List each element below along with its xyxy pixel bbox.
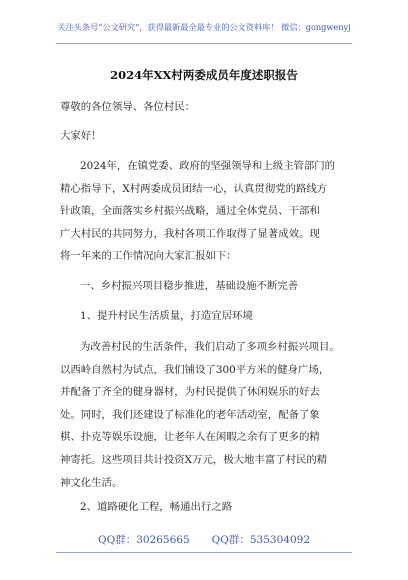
paragraph-line: 大家好！ xyxy=(60,130,102,142)
section-heading-1 xyxy=(60,275,360,298)
paragraph-line: 针政策，全面落实乡村振兴战略，通过全体党员、干部和 xyxy=(60,205,320,218)
paragraph-line: 2、道路硬化工程，畅通出行之路 xyxy=(80,501,233,513)
qq-group-2: QQ群：535304092 xyxy=(211,534,310,546)
qq-group-1: QQ群：30265665 xyxy=(97,534,190,546)
paragraph-line: 以西岭自然村为试点，我们铺设了300平方米的健身广场， xyxy=(60,363,330,376)
paragraph-line: 处。同时，我们还建设了标准化的老年活动室，配备了象 xyxy=(60,408,320,421)
header-divider xyxy=(56,43,352,44)
header-notice: 关注头条号“公文研究”，获得最新最全最专业的公文资料库！ 微信：gongwenyj xyxy=(57,22,351,32)
paragraph-line: 并配备了齐全的健身器材，为村民提供了休闲娱乐的好去 xyxy=(60,386,320,399)
paragraph-line: 1、提升村民生活质量，打造宜居环境 xyxy=(80,310,253,322)
paragraph-line: 将一年来的工作情况向大家汇报如下： xyxy=(60,250,237,263)
paragraph-salutation xyxy=(60,96,360,119)
paragraph-intro xyxy=(60,155,360,268)
paragraph-line: 广大村民的共同努力，我村各项工作取得了显著成效。现 xyxy=(60,227,320,240)
paragraph-line: 尊敬的各位领导、各位村民： xyxy=(60,101,196,113)
footer-divider xyxy=(56,552,352,553)
subsection-heading-2 xyxy=(60,496,360,519)
paragraph-line: 神文化生活。 xyxy=(60,476,123,489)
paragraph-line: 精心指导下，X村两委成员团结一心，认真贯彻党的路线方 xyxy=(60,182,328,195)
paragraph-line: 一、乡村振兴项目稳步推进，基础设施不断完善 xyxy=(80,280,299,292)
paragraph-line: 2024年，在镇党委、政府的坚强领导和上级主管部门的 xyxy=(80,160,336,172)
paragraph-body xyxy=(60,336,360,494)
paragraph-line: 棋、扑克等娱乐设施，让老年人在闲暇之余有了更多的精 xyxy=(60,431,320,444)
footer-qq-groups xyxy=(0,532,408,547)
paragraph-greeting xyxy=(60,125,360,148)
paragraph-line: 为改善村民的生活条件，我们启动了多项乡村振兴项目。 xyxy=(80,341,340,353)
paragraph-line: 神寄托。这些项目共计投资X万元，极大地丰富了村民的精 xyxy=(60,453,328,466)
document-title: 2024年XX村两委成员年度述职报告 xyxy=(110,68,298,82)
subsection-heading-1 xyxy=(60,305,360,328)
